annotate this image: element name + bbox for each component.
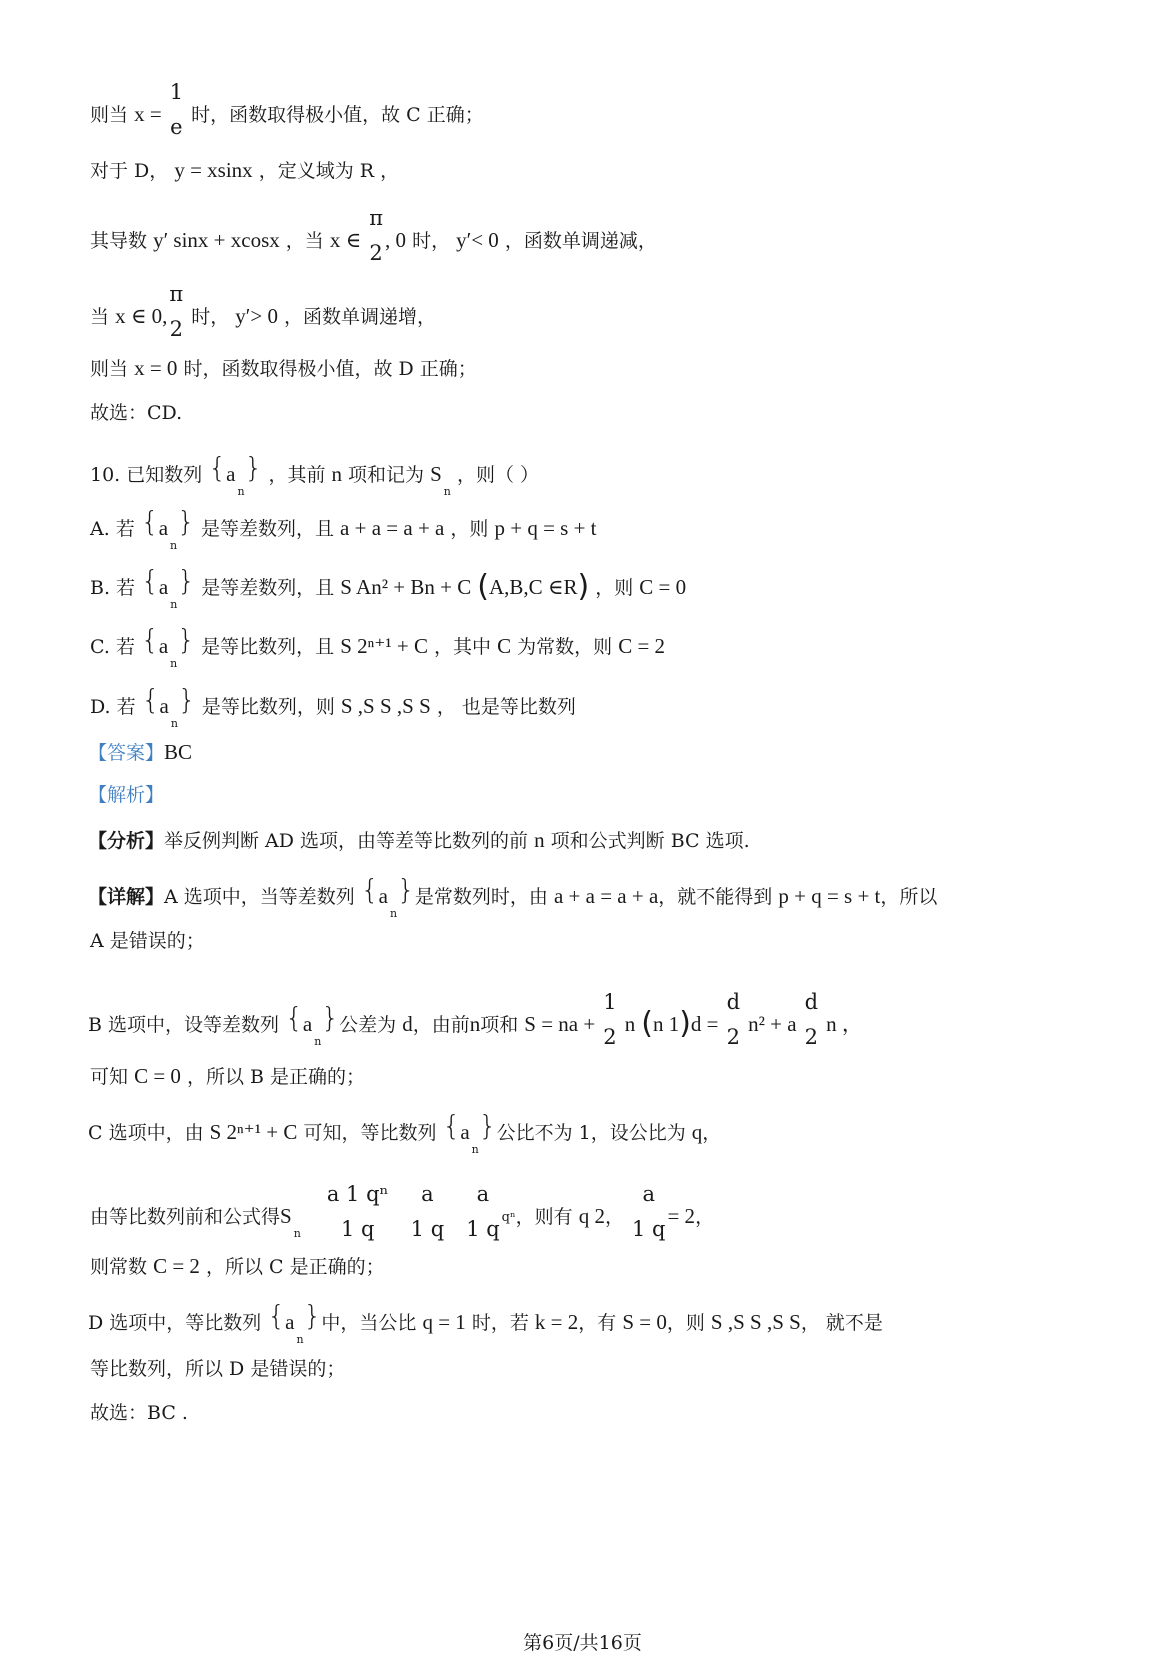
text: ， 就不是: [800, 1312, 883, 1334]
text: 当: [90, 306, 110, 328]
text: 是等比数列，则: [201, 696, 335, 718]
math: C = 2: [618, 634, 666, 658]
math: y′> 0: [235, 304, 278, 328]
text: C 选项中，由: [88, 1122, 204, 1144]
text: 10. 已知数列: [90, 464, 203, 486]
text: 时，: [191, 306, 230, 328]
math: C = 2: [153, 1254, 200, 1278]
math: d =: [690, 1012, 719, 1036]
text: 时，: [412, 230, 451, 252]
detail-c-line-3: [90, 1256, 385, 1277]
text: ， 也是等比数列: [436, 696, 576, 718]
detail-d-line: D 选项中，等比数列 $\{a_n\}$中，当公比 q = 1 时，若 k = 2，有 S = 0，则 S ,S S ,S S， 就不是: [88, 1299, 883, 1346]
math: p + q = s + t: [778, 884, 881, 908]
answer-line: [88, 742, 192, 763]
analysis-tag: 【解析】: [88, 784, 165, 806]
math: C: [497, 634, 512, 658]
math: k = 2: [534, 1310, 579, 1334]
math: n: [331, 462, 342, 486]
fraction: π 2: [369, 206, 384, 265]
detail-c-line-2: 由等比数列前和公式得$S_n$ a 1 qⁿ 1 q a 1 q a 1 q qⁿ，则有 q 2， a 1 q = 2，: [90, 1182, 715, 1241]
math: q = 1: [422, 1310, 466, 1334]
math: a + a = a + a: [340, 516, 445, 540]
text: ，则有: [515, 1206, 573, 1228]
text: A. 若: [90, 518, 135, 540]
text: 为常数，则: [517, 636, 613, 658]
fraction: a 1 qⁿ 1 q: [326, 1182, 389, 1241]
math: q 2: [578, 1204, 605, 1228]
fraction: a 1 q: [466, 1182, 500, 1241]
text: 时，函数取得极小值，故 D 正确；: [183, 358, 477, 380]
fraction: 1 e: [169, 80, 184, 139]
math: S: [280, 1204, 292, 1228]
detail-tag: 【详解】: [88, 886, 165, 908]
text: 公差为: [339, 1014, 397, 1036]
math: x ∈ 0,: [115, 304, 168, 328]
math: n 1: [652, 1012, 680, 1036]
fraction: π 2: [169, 282, 184, 341]
math: a + a = a + a: [553, 884, 659, 908]
detail-d-line-2: [90, 1360, 345, 1379]
detail-a-line-2: [90, 932, 205, 951]
text: 则常数: [90, 1256, 148, 1278]
fraction: d 2: [804, 990, 819, 1049]
brace-left: {: [208, 451, 227, 484]
math: n ，: [826, 1012, 863, 1036]
text: ，所以 B 是正确的；: [186, 1066, 366, 1088]
text: 时，函数取得极小值，故 C 正确；: [191, 104, 484, 126]
option-d: D. 若 $\{a_n\}$ 是等比数列，则 S ,S S ,S S ， 也是等比数列: [90, 683, 576, 730]
question-10: 10. 已知数列 $\{a_n\}$ ，其前 n 项和记为 $S_n$ ，则（ ）: [90, 451, 539, 498]
text: ，则: [595, 577, 634, 599]
text: 是等差数列，且: [200, 518, 334, 540]
line-2: [90, 160, 399, 181]
text: 故选：CD.: [90, 402, 183, 424]
detail-end-line: [90, 1404, 188, 1423]
text: ，当: [285, 230, 324, 252]
text: 是等差数列，且: [201, 577, 335, 599]
math: C = 0: [134, 1064, 181, 1088]
math: p + q = s + t: [494, 516, 597, 540]
text: 由等比数列前和公式得: [90, 1206, 281, 1228]
math: y′ sinx + xcosx: [153, 228, 280, 252]
text: 是常数列时，由: [414, 886, 548, 908]
line-6: [90, 404, 182, 423]
math: S An² + Bn + C: [340, 575, 472, 599]
text: ，: [702, 1122, 722, 1144]
fraction: a 1 q: [631, 1182, 666, 1241]
text: A 是错误的；: [90, 930, 205, 952]
text: 则当: [90, 358, 129, 380]
text: A 选项中，当等差数列: [164, 886, 355, 908]
answer-value: BC: [164, 740, 193, 764]
fraction: 1 2: [603, 990, 617, 1049]
math: n² + a: [748, 1012, 797, 1036]
detail-b-line-2: [90, 1066, 365, 1087]
detail-b-line: B 选项中，设等差数列 $\{a_n\}$公差为 d，由前n项和 S = na + 1 2 n (n 1)d = d 2 n² + a d 2 n ，: [88, 990, 863, 1049]
text: ，函数单调递增，: [284, 306, 437, 328]
text: ，其中: [434, 636, 492, 658]
text: ，定义域为 R ，: [258, 160, 400, 182]
text: 项和记为: [348, 464, 425, 486]
option-c: C. 若 $\{a_n\}$ 是等比数列，且 S 2ⁿ⁺¹ + C ，其中 C 为常数，则 C = 2: [90, 623, 666, 670]
answer-tag: 【答案】: [88, 742, 165, 764]
text: ，函数单调递减，: [504, 230, 657, 252]
math: = 2: [667, 1204, 696, 1228]
text: D. 若: [90, 696, 136, 718]
math: , 0: [385, 228, 407, 252]
math: C = 0: [639, 575, 687, 599]
page-footer: 第6页/共16页: [523, 1632, 642, 1654]
line-3: [90, 206, 657, 270]
option-b: B. 若 $\{a_n\}$ 是等差数列，且 S An² + Bn + C (A,B,C ∈R) ，则 C = 0: [90, 564, 687, 611]
math: n: [534, 828, 545, 852]
math: n: [624, 1012, 636, 1036]
math: S 2ⁿ⁺¹ + C: [209, 1120, 298, 1144]
math: S ,S S ,S S: [710, 1310, 801, 1334]
text: ，则: [666, 1312, 705, 1334]
math: q: [691, 1120, 703, 1144]
option-a: A. 若 $\{a_n\}$ 是等差数列，且 a + a = a + a ，则 p + q = s + t: [90, 505, 597, 552]
math: S = na +: [524, 1012, 596, 1036]
text: ，由前: [412, 1014, 470, 1036]
math: S 2ⁿ⁺¹ + C: [340, 634, 428, 658]
text: 项和公式判断 BC 选项.: [550, 830, 750, 852]
text: 公比不为 1，设公比为: [496, 1122, 686, 1144]
text: 等比数列，所以 D 是错误的；: [90, 1358, 346, 1380]
fraction: d 2: [726, 990, 741, 1049]
text: 可知，等比数列: [303, 1122, 437, 1144]
math: n: [469, 1012, 481, 1036]
line-5: [90, 358, 477, 379]
text: 故选：BC .: [90, 1402, 188, 1424]
detail-c-line: C 选项中，由 S 2ⁿ⁺¹ + C 可知，等比数列 $\{a_n\}$公比不为 1，设公比为 q，: [88, 1109, 722, 1156]
text: 可知: [90, 1066, 129, 1088]
math: A,B,C ∈R: [488, 575, 578, 599]
text: C. 若: [90, 636, 135, 658]
math: S: [430, 462, 442, 486]
analysis-tag-line: [88, 786, 164, 805]
text: 是等比数列，且: [201, 636, 335, 658]
math: d: [402, 1012, 413, 1036]
math: S ,S S ,S S: [340, 694, 431, 718]
detail-a-line: 【详解】A 选项中，当等差数列 $\{a_n\}$是常数列时，由 a + a = a + a，就不能得到 p + q = s + t，所以: [88, 873, 938, 920]
math: qⁿ: [501, 1210, 516, 1225]
text: ，有: [578, 1312, 617, 1334]
text: ，就不能得到: [658, 886, 773, 908]
text: 时，若: [471, 1312, 529, 1334]
fenxi-tag: 【分析】: [88, 830, 165, 852]
text: 中，当公比: [321, 1312, 417, 1334]
text: 其导数: [90, 230, 148, 252]
math: y′< 0: [456, 228, 499, 252]
fraction: a 1 q: [410, 1182, 445, 1241]
math: x ∈: [329, 228, 362, 252]
text: 则当: [90, 104, 129, 126]
fenxi-line: [88, 830, 750, 851]
math: x =: [134, 102, 162, 126]
text: B 选项中，设等差数列: [88, 1014, 280, 1036]
text: D 选项中，等比数列: [88, 1312, 262, 1334]
text: B. 若: [90, 577, 136, 599]
math: x = 0: [134, 356, 178, 380]
text: 对于 D，: [90, 160, 169, 182]
math: y = xsinx: [174, 158, 253, 182]
brace-right: }: [244, 451, 263, 484]
text: ，所以 C 是正确的；: [205, 1256, 385, 1278]
line-4: [90, 282, 437, 346]
text: ，则（ ）: [456, 464, 539, 486]
text: 举反例判断 AD 选项，由等差等比数列的前: [164, 830, 529, 852]
text: 项和: [480, 1014, 519, 1036]
text: ，所以: [880, 886, 938, 908]
math: S = 0: [622, 1310, 667, 1334]
text: ，则: [450, 518, 489, 540]
line-1: [90, 80, 484, 144]
text: ，其前: [268, 464, 326, 486]
